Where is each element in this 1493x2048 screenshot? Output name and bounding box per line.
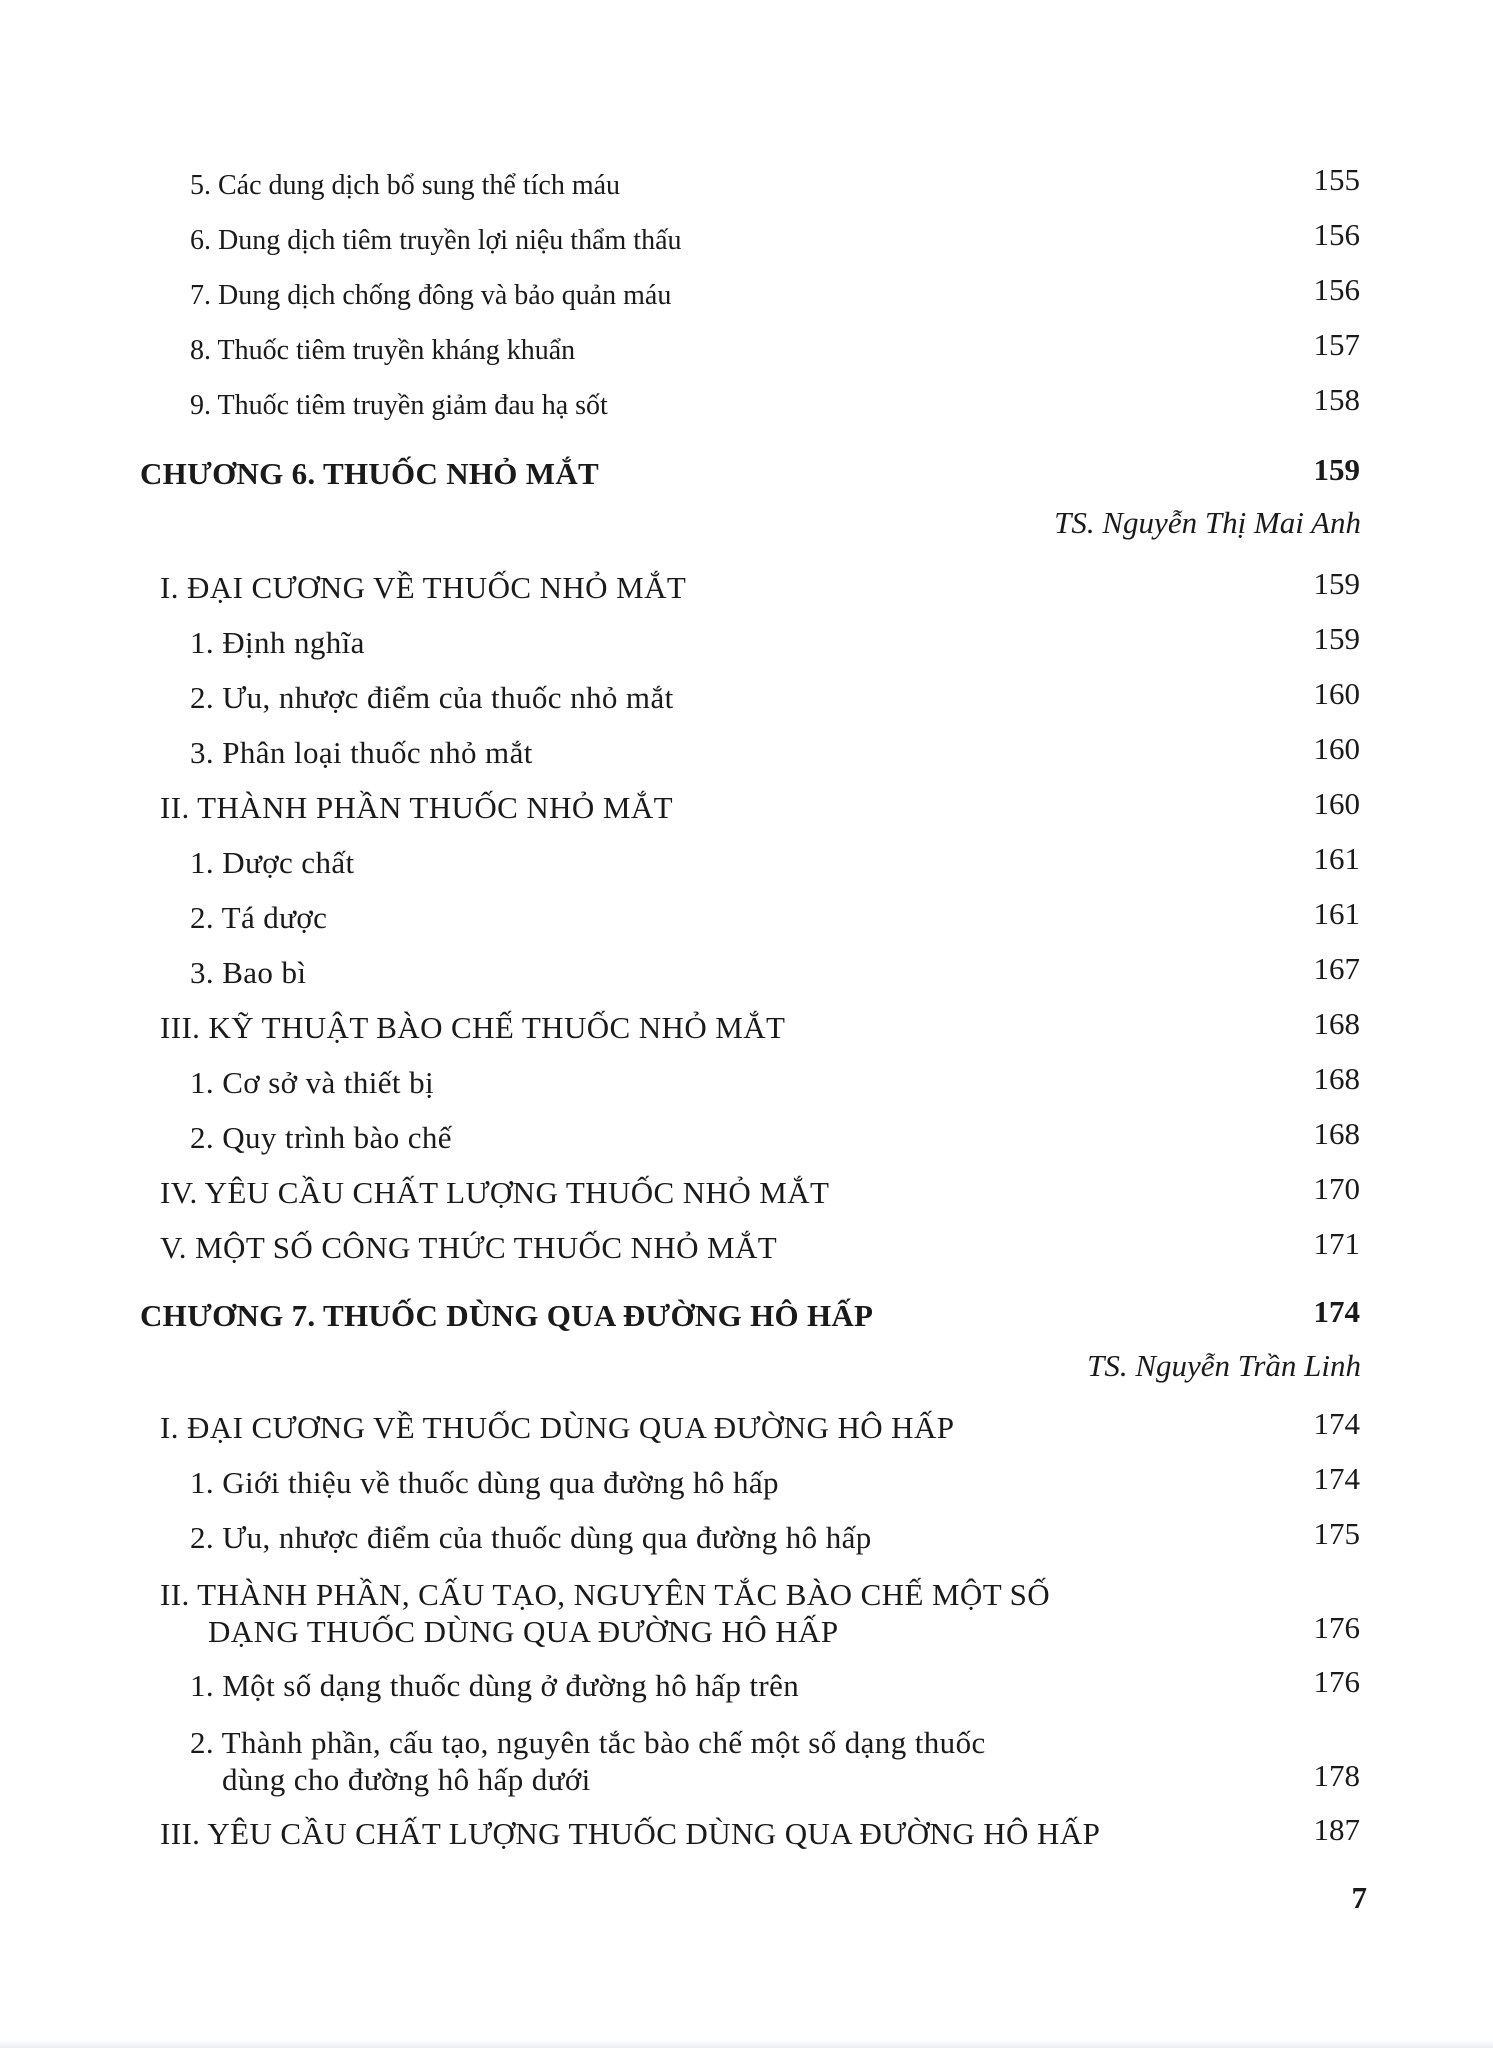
toc-entry	[0, 268, 1493, 318]
page-number: 7	[1351, 1880, 1367, 1915]
toc-section-page: 159	[1313, 566, 1360, 601]
toc-section-title: III. YÊU CẦU CHẤT LƯỢNG THUỐC DÙNG QUA ĐƯỜNG HÔ HẤP	[160, 1816, 1101, 1851]
toc-entry-title: 7. Dung dịch chống đông và bảo quản máu	[190, 280, 672, 311]
toc-section-page: 170	[1313, 1171, 1360, 1206]
chapter-page: 174	[1313, 1294, 1360, 1329]
toc-entry-page: 168	[1313, 1061, 1360, 1096]
toc-entry-page: 159	[1313, 621, 1360, 656]
toc-entry	[0, 1057, 1493, 1107]
toc-entry-title: 3. Phân loại thuốc nhỏ mắt	[190, 735, 533, 770]
toc-section	[0, 1002, 1493, 1052]
toc-entry-title	[190, 1724, 986, 1798]
toc-entry-title: 2. Tá dược	[190, 900, 328, 935]
toc-entry-page: 178	[1313, 1758, 1360, 1793]
toc-entry	[0, 1457, 1493, 1507]
toc-section	[0, 562, 1493, 612]
toc-entry-title: 8. Thuốc tiêm truyền kháng khuẩn	[190, 335, 576, 366]
toc-entry	[0, 892, 1493, 942]
toc-entry-title: 5. Các dung dịch bổ sung thể tích máu	[190, 170, 621, 201]
toc-entry	[0, 213, 1493, 263]
toc-entry-title: 1. Định nghĩa	[190, 625, 365, 660]
toc-section-title	[160, 1576, 1050, 1650]
toc-entry-title: 2. Quy trình bào chế	[190, 1120, 452, 1155]
toc-entry-page: 156	[1313, 217, 1360, 252]
toc-entry	[0, 1660, 1493, 1710]
toc-section	[0, 1570, 1493, 1656]
chapter-heading	[0, 448, 1493, 498]
chapter-heading	[0, 1290, 1493, 1340]
toc-entry-page: 160	[1313, 731, 1360, 766]
toc-entry-title-line2: dùng cho đường hô hấp dưới	[222, 1762, 591, 1797]
toc-entry-title: 2. Ưu, nhược điểm của thuốc nhỏ mắt	[190, 680, 674, 715]
toc-entry-title: 1. Cơ sở và thiết bị	[190, 1065, 434, 1100]
scan-edge	[0, 2040, 1493, 2048]
toc-entry	[0, 837, 1493, 887]
toc-section-title-line2: DẠNG THUỐC DÙNG QUA ĐƯỜNG HÔ HẤP	[208, 1614, 839, 1649]
toc-entry-title-line1: 2. Thành phần, cấu tạo, nguyên tắc bào chế một số dạng thuốc	[190, 1725, 986, 1760]
toc-section-title: IV. YÊU CẦU CHẤT LƯỢNG THUỐC NHỎ MẮT	[160, 1175, 830, 1210]
toc-entry	[0, 378, 1493, 428]
toc-section-page: 187	[1313, 1812, 1360, 1847]
chapter-author: TS. Nguyễn Trần Linh	[1087, 1348, 1361, 1383]
toc-entry-title: 9. Thuốc tiêm truyền giảm đau hạ sốt	[190, 390, 608, 421]
toc-entry-page: 174	[1313, 1461, 1360, 1496]
toc-section-page: 174	[1313, 1406, 1360, 1441]
toc-section-page: 176	[1313, 1610, 1360, 1645]
toc-section	[0, 782, 1493, 832]
toc-entry-page: 156	[1313, 272, 1360, 307]
toc-entry	[0, 1512, 1493, 1562]
toc-entry-page: 158	[1313, 382, 1360, 417]
toc-entry	[0, 158, 1493, 208]
toc-section-title: V. MỘT SỐ CÔNG THỨC THUỐC NHỎ MẮT	[160, 1230, 778, 1265]
toc-section-title: I. ĐẠI CƯƠNG VỀ THUỐC NHỎ MẮT	[160, 570, 687, 605]
chapter-page: 159	[1313, 452, 1360, 487]
toc-section	[0, 1167, 1493, 1217]
chapter-title: CHƯƠNG 7. THUỐC DÙNG QUA ĐƯỜNG HÔ HẤP	[140, 1298, 874, 1333]
toc-section-page: 168	[1313, 1006, 1360, 1041]
toc-section-title: III. KỸ THUẬT BÀO CHẾ THUỐC NHỎ MẮT	[160, 1010, 786, 1045]
toc-entry	[0, 947, 1493, 997]
toc-entry	[0, 1718, 1493, 1804]
toc-section-page: 171	[1313, 1226, 1360, 1261]
toc-entry-title: 2. Ưu, nhược điểm của thuốc dùng qua đường hô hấp	[190, 1520, 872, 1555]
toc-entry-page: 176	[1313, 1664, 1360, 1699]
toc-entry-title: 1. Dược chất	[190, 845, 355, 880]
toc-section	[0, 1402, 1493, 1452]
toc-section	[0, 1222, 1493, 1272]
toc-entry-page: 167	[1313, 951, 1360, 986]
toc-entry	[0, 672, 1493, 722]
chapter-author: TS. Nguyễn Thị Mai Anh	[1054, 505, 1361, 540]
toc-entry-page: 161	[1313, 896, 1360, 931]
toc-entry	[0, 323, 1493, 373]
toc-entry	[0, 1112, 1493, 1162]
toc-section-title-line1: II. THÀNH PHẦN, CẤU TẠO, NGUYÊN TẮC BÀO CHẾ MỘT SỐ	[160, 1577, 1051, 1612]
toc-section-title: II. THÀNH PHẦN THUỐC NHỎ MẮT	[160, 790, 673, 825]
toc-entry	[0, 617, 1493, 667]
toc-entry-title: 1. Giới thiệu về thuốc dùng qua đường hô hấp	[190, 1465, 779, 1500]
toc-section-title: I. ĐẠI CƯƠNG VỀ THUỐC DÙNG QUA ĐƯỜNG HÔ HẤP	[160, 1410, 955, 1445]
toc-entry-page: 168	[1313, 1116, 1360, 1151]
toc-entry-page: 155	[1313, 162, 1360, 197]
toc-entry-page: 160	[1313, 676, 1360, 711]
toc-entry	[0, 727, 1493, 777]
toc-entry-page: 175	[1313, 1516, 1360, 1551]
toc-entry-title: 6. Dung dịch tiêm truyền lợi niệu thẩm thấu	[190, 225, 682, 256]
toc-section	[0, 1808, 1493, 1858]
toc-entry-page: 157	[1313, 327, 1360, 362]
chapter-title: CHƯƠNG 6. THUỐC NHỎ MẮT	[140, 456, 599, 491]
toc-section-page: 160	[1313, 786, 1360, 821]
toc-entry-page: 161	[1313, 841, 1360, 876]
toc-entry-title: 3. Bao bì	[190, 955, 307, 990]
toc-entry-title: 1. Một số dạng thuốc dùng ở đường hô hấp trên	[190, 1668, 800, 1703]
